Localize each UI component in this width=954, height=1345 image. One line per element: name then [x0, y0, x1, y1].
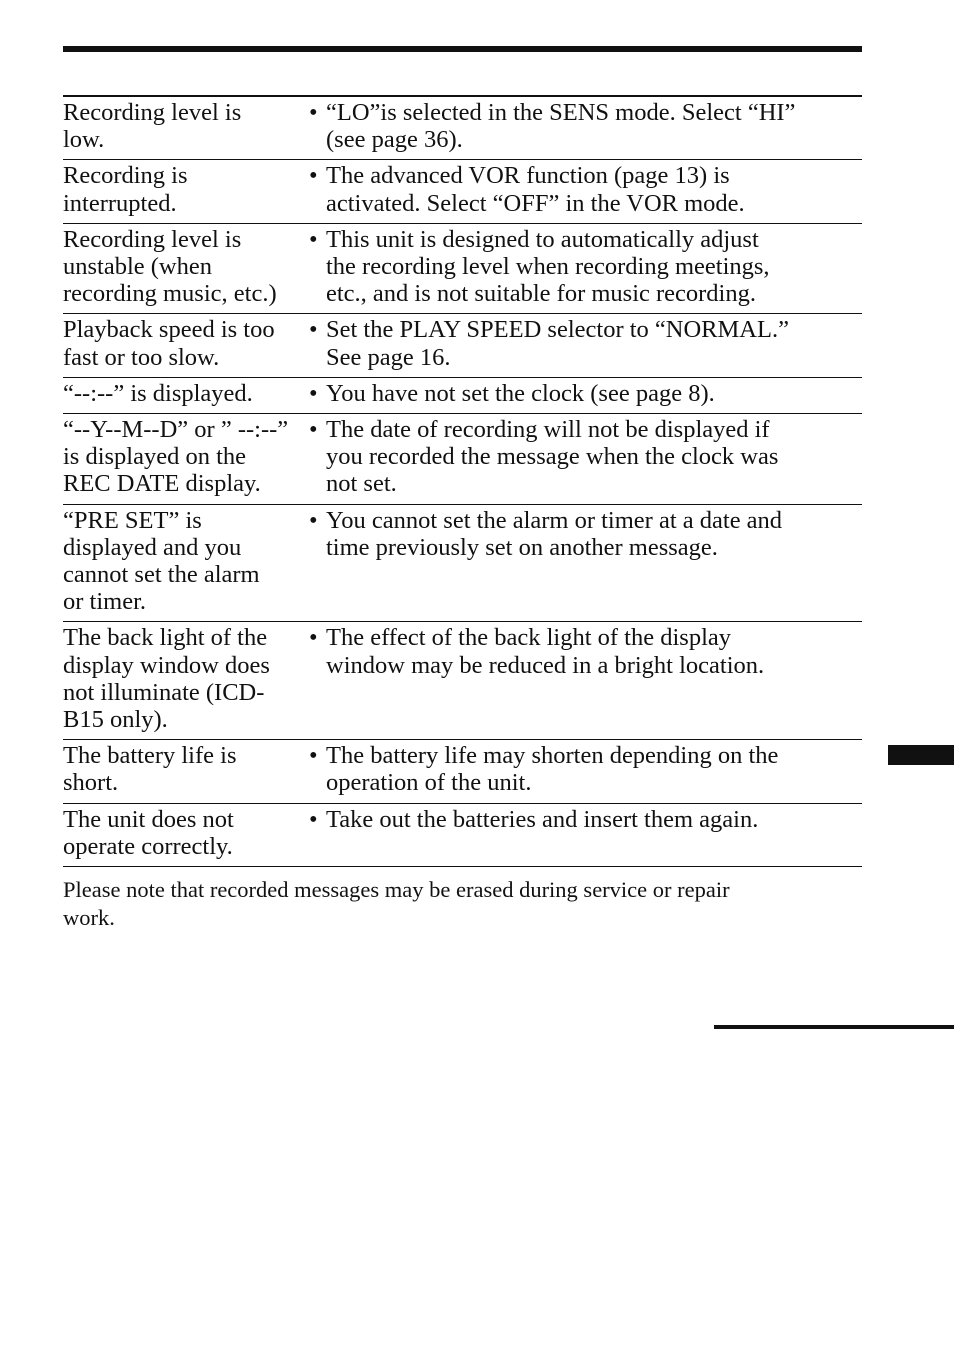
remedy-text: The date of recording will not be displayed if you recorded the message when the clock was not set.: [326, 416, 779, 498]
bullet-icon: •: [309, 99, 318, 126]
bullet-icon: •: [309, 506, 318, 534]
remedy-cell: [309, 806, 862, 860]
troubleshooting-table: [63, 95, 862, 867]
symptom-cell: “PRE SET” is displayed and you cannot set the alarm or timer.: [63, 506, 260, 616]
remedy-cell: [309, 226, 862, 308]
remedy-text: This unit is designed to automatically adjust the recording level when recording meetings, etc., and is not suitable for music recording.: [326, 225, 770, 308]
symptom-cell: Recording is interrupted.: [63, 162, 188, 217]
remedy-cell: [309, 162, 862, 216]
footer-rule: [714, 1025, 954, 1029]
remedy-cell: [309, 507, 862, 616]
service-note: Please note that recorded messages may be erased during service or repair work.: [63, 877, 730, 930]
table-row: [63, 414, 862, 505]
remedy-cell: [309, 624, 862, 733]
symptom-cell: Recording level is unstable (when recording music, etc.): [63, 225, 277, 308]
bullet-icon: •: [309, 742, 318, 770]
header-rule: [63, 46, 862, 52]
remedy-cell: [309, 416, 862, 498]
table-row: [63, 224, 862, 315]
symptom-cell: “--Y--M--D” or ” --:--” is displayed on the REC DATE display.: [63, 416, 289, 498]
remedy-cell: [309, 316, 862, 370]
table-row: [63, 622, 862, 740]
symptom-cell: The battery life is short.: [63, 742, 237, 797]
remedy-text: Take out the batteries and insert them again.: [326, 805, 759, 833]
remedy-text: The battery life may shorten depending on the operation of the unit.: [326, 742, 779, 797]
remedy-text: The advanced VOR function (page 13) is activated. Select “OFF” in the VOR mode.: [326, 162, 745, 217]
remedy-text: You have not set the clock (see page 8).: [326, 379, 715, 407]
remedy-text: You cannot set the alarm or timer at a date and time previously set on another message.: [326, 506, 783, 561]
remedy-text: The effect of the back light of the display window may be reduced in a bright location.: [326, 624, 765, 679]
remedy-text: Set the PLAY SPEED selector to “NORMAL.” See page 16.: [326, 316, 789, 371]
bullet-icon: •: [309, 805, 318, 833]
remedy-cell: [309, 742, 862, 796]
table-row: [63, 740, 862, 803]
section-tab-marker: [888, 745, 954, 765]
bullet-icon: •: [309, 416, 318, 444]
bullet-icon: •: [309, 316, 318, 344]
table-row: [63, 378, 862, 414]
remedy-cell: [309, 380, 862, 407]
table-row: [63, 97, 862, 160]
table-row: [63, 314, 862, 377]
symptom-cell: The unit does not operate correctly.: [63, 805, 234, 860]
bullet-icon: •: [309, 225, 318, 253]
bullet-icon: •: [309, 624, 318, 652]
bullet-icon: •: [309, 162, 318, 190]
remedy-text: “LO”is selected in the SENS mode. Select “HI” (see page 36).: [326, 99, 796, 154]
remedy-cell: [309, 99, 862, 153]
symptom-cell: The back light of the display window does not illuminate (ICD- B15 only).: [63, 624, 270, 734]
bullet-icon: •: [309, 379, 318, 407]
symptom-cell: “--:--” is displayed.: [63, 379, 253, 407]
table-row: [63, 804, 862, 867]
table-row: [63, 505, 862, 623]
symptom-cell: Recording level is low.: [63, 99, 242, 154]
table-row: [63, 160, 862, 223]
symptom-cell: Playback speed is too fast or too slow.: [63, 316, 275, 371]
